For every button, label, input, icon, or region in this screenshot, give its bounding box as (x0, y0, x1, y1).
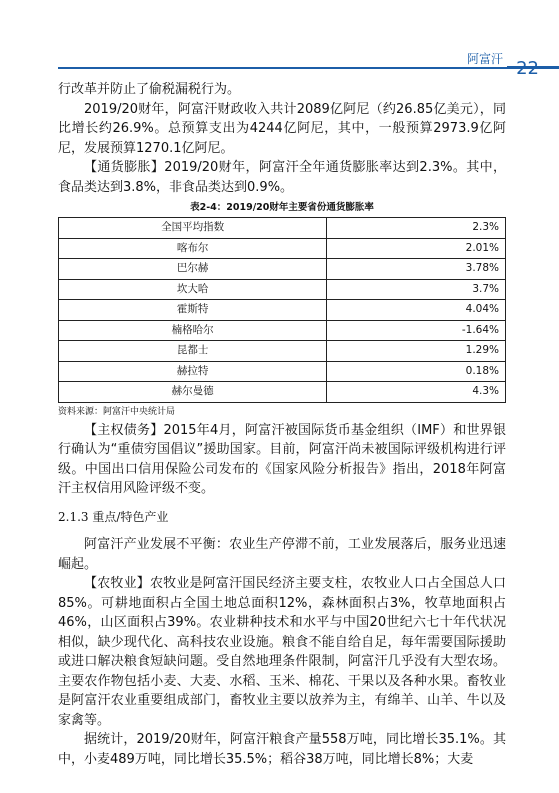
province-cell: 全国平均指数 (59, 218, 327, 239)
province-cell: 赫尔曼德 (59, 382, 327, 403)
paragraph-grain-output: 据统计，2019/20财年，阿富汗粮食产量558万吨，同比增长35.1%。其中，小麦489万吨，同比增长35.5%；稻谷38万吨，同比增长8%；大麦 (58, 732, 506, 767)
paragraph-sovereign-debt: 【主权债务】2015年4月，阿富汗被国际货币基金组织（IMF）和世界银行确认为“重债穷国倡议”援助国家。目前，阿富汗尚未被国际评级机构进行评级。中国出口信用保险公司发布的《国家风险分析报告》指出，2018年阿富汗主权信用风险评级不变。 (58, 422, 506, 496)
rate-cell: 1.29% (327, 341, 506, 362)
page-header (0, 0, 559, 80)
table-title: 表2-4：2019/20财年主要省份通货膨胀率 (190, 202, 374, 213)
province-cell: 喀布尔 (59, 238, 327, 259)
paragraph-fiscal-revenue: 2019/20财年，阿富汗财政收入共计2089亿阿尼（约26.85亿美元），同比增长约26.9%。总预算支出为4244亿阿尼，其中，一般预算2973.9亿阿尼，发展预算1270.1亿阿尼。 (58, 101, 506, 156)
table-row (59, 320, 506, 341)
rate-cell: 2.3% (327, 218, 506, 239)
rate-cell: 3.78% (327, 259, 506, 280)
province-cell: 楠格哈尔 (59, 320, 327, 341)
province-cell: 赫拉特 (59, 361, 327, 382)
table-row (59, 238, 506, 259)
table-row (59, 218, 506, 239)
rate-cell: 4.3% (327, 382, 506, 403)
province-cell: 坎大哈 (59, 279, 327, 300)
table-row (59, 259, 506, 280)
rate-cell: -1.64% (327, 320, 506, 341)
section-heading: 2.1.3 重点/特色产业 (58, 509, 169, 524)
paragraph-continuation: 行改革并防止了偷税漏税行为。 (58, 82, 241, 97)
header-accent-bar (507, 66, 559, 69)
header-title: 阿富汗 (466, 52, 503, 66)
table-source-note: 资料来源：阿富汗中央统计局 (58, 406, 176, 417)
rate-cell: 4.04% (327, 300, 506, 321)
rate-cell: 2.01% (327, 238, 506, 259)
paragraph-agriculture: 【农牧业】农牧业是阿富汗国民经济主要支柱，农牧业人口占全国总人口85%。可耕地面积占全国土地总面积12%，森林面积占3%，牧草地面积占46%，山区面积占39%。农业耕种技术和水平与中国20世纪六七十年代状况相似，缺少现代化、高科技农业设施。粮食不能自给自足，每年需要国际援助或进口解决粮食短缺问题。受自然地理条件限制，阿富汗几乎没有大型农场。主要农作物包括小麦、大麦、水稻、玉米、棉花、干果以及各种水果。畜牧业是阿富汗农业重要组成部门，畜牧业主要以放养为主，有绵羊、山羊、牛以及家禽等。 (58, 576, 506, 728)
paragraph-inflation: 【通货膨胀】2019/20财年，阿富汗全年通货膨胀率达到2.3%。其中，食品类达到3.8%，非食品类达到0.9%。 (58, 160, 506, 195)
page-content (58, 80, 506, 769)
header-rule (58, 67, 507, 69)
inflation-table (58, 217, 506, 403)
province-cell: 巴尔赫 (59, 259, 327, 280)
table-row (59, 382, 506, 403)
province-cell: 霍斯特 (59, 300, 327, 321)
table-row (59, 300, 506, 321)
rate-cell: 0.18% (327, 361, 506, 382)
rate-cell: 3.7% (327, 279, 506, 300)
province-cell: 昆都士 (59, 341, 327, 362)
table-row (59, 279, 506, 300)
paragraph-industry-overview: 阿富汗产业发展不平衡：农业生产停滞不前，工业发展落后，服务业迅速崛起。 (58, 537, 506, 572)
table-row (59, 361, 506, 382)
table-row (59, 341, 506, 362)
